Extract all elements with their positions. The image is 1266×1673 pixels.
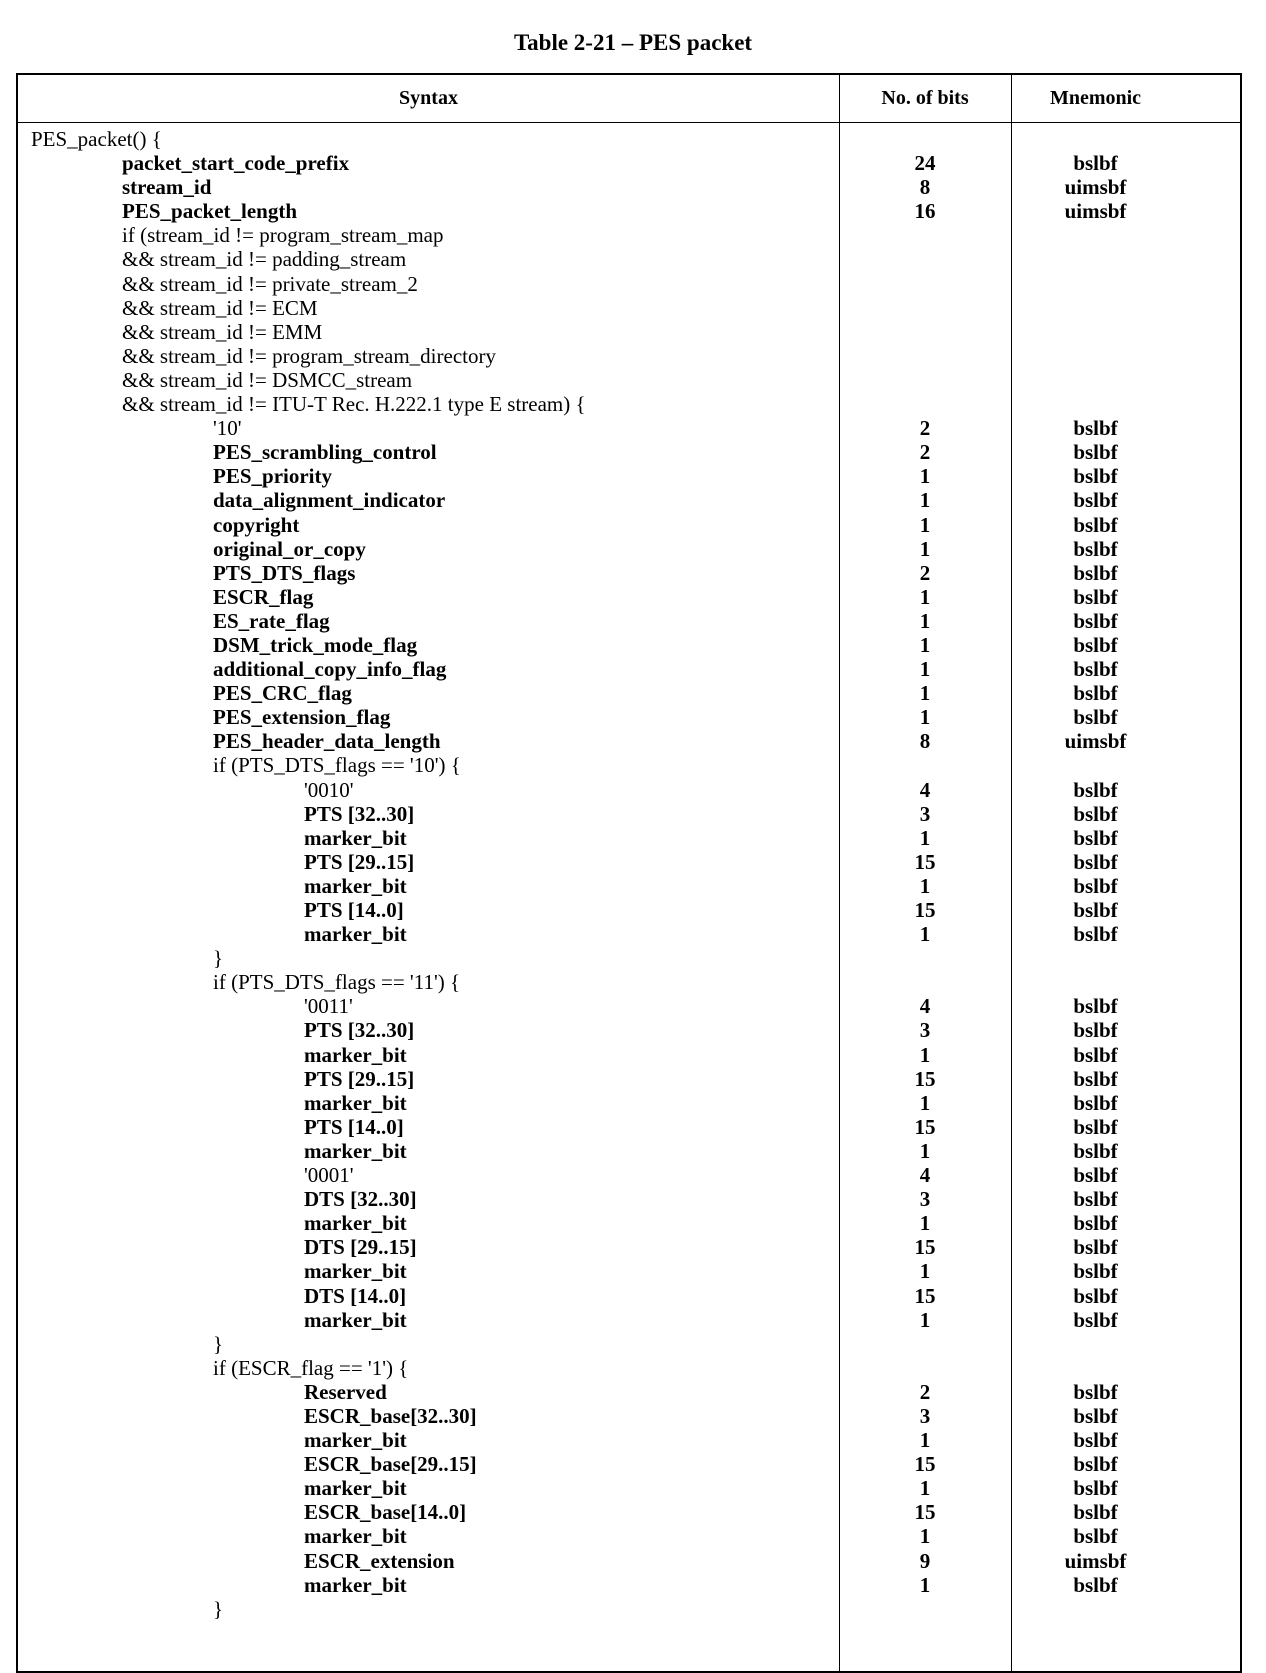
bits-cell: 1 [919,1428,931,1453]
bits-cell: 15 [914,849,936,874]
table-row [18,175,1240,199]
table-row [18,681,1240,705]
syntax-cell: PES_packet() { [31,127,162,151]
syntax-cell: PES_scrambling_control [213,440,437,465]
bits-cell: 1 [919,1572,931,1597]
table-row [18,1549,1240,1573]
table-row [18,1284,1240,1308]
bits-cell: 2 [919,560,931,585]
bits-cell: 1 [919,512,931,537]
syntax-cell: '0010' [304,777,354,802]
mnemonic-cell: bslbf [1073,1524,1118,1549]
syntax-cell: PES_priority [213,464,332,489]
table-row [18,416,1240,440]
bits-cell: 15 [914,1452,936,1477]
syntax-cell: if (ESCR_flag == '1') { [213,1355,409,1380]
syntax-cell: && stream_id != DSMCC_stream [122,367,413,392]
bits-cell: 1 [919,657,931,682]
mnemonic-cell: bslbf [1073,1307,1118,1332]
mnemonic-cell: bslbf [1073,1500,1118,1525]
syntax-cell: marker_bit [304,1259,407,1284]
mnemonic-cell: bslbf [1073,1476,1118,1501]
table-row [18,1139,1240,1163]
bits-cell: 2 [919,1379,931,1404]
mnemonic-cell: bslbf [1073,584,1118,609]
mnemonic-cell: bslbf [1073,632,1118,657]
mnemonic-cell: bslbf [1073,1042,1118,1067]
mnemonic-cell: bslbf [1073,464,1118,489]
bits-cell: 9 [919,1548,931,1573]
syntax-cell: additional_copy_info_flag [213,657,447,682]
table-row [18,1476,1240,1500]
mnemonic-cell: bslbf [1073,608,1118,633]
bits-cell: 15 [914,1283,936,1308]
header-mnemonic: Mnemonic [1049,87,1142,109]
table-row [18,1211,1240,1235]
table-row [18,898,1240,922]
table-row [18,1091,1240,1115]
syntax-cell: marker_bit [304,1428,407,1453]
bits-cell: 1 [919,873,931,898]
bits-cell: 1 [919,608,931,633]
syntax-cell: PTS [29..15] [304,849,415,874]
table-row [18,1452,1240,1476]
mnemonic-cell: bslbf [1073,801,1118,826]
header-no-of-bits: No. of bits [881,87,969,109]
syntax-cell: original_or_copy [213,536,366,561]
syntax-cell: && stream_id != program_stream_directory [122,343,496,368]
bits-cell: 15 [914,1114,936,1139]
syntax-cell: && stream_id != ITU-T Rec. H.222.1 type E stream) { [122,392,586,417]
bits-cell: 3 [919,1187,931,1212]
table-row [18,1380,1240,1404]
mnemonic-cell: bslbf [1073,825,1118,850]
mnemonic-cell: uimsbf [1064,199,1127,224]
table-row [18,1115,1240,1139]
syntax-cell: && stream_id != padding_stream [122,247,407,272]
syntax-cell: && stream_id != EMM [122,319,323,344]
header-divider [18,122,1240,123]
syntax-cell: PTS_DTS_flags [213,560,356,585]
bits-cell: 16 [914,199,936,224]
syntax-cell: ES_rate_flag [213,608,330,633]
table-row [18,657,1240,681]
table-row [18,1597,1240,1621]
table-row [18,1163,1240,1187]
table-row [18,705,1240,729]
table-row [18,778,1240,802]
mnemonic-cell: bslbf [1073,994,1118,1019]
bits-cell: 2 [919,416,931,441]
table-row [18,368,1240,392]
table-row [18,633,1240,657]
syntax-cell: marker_bit [304,873,407,898]
bits-cell: 8 [919,175,931,200]
mnemonic-cell: bslbf [1073,1572,1118,1597]
table-row [18,1500,1240,1524]
syntax-cell: marker_bit [304,1476,407,1501]
syntax-cell: copyright [213,512,300,537]
table-row [18,753,1240,777]
bits-cell: 3 [919,801,931,826]
bits-cell: 2 [919,440,931,465]
mnemonic-cell: bslbf [1073,657,1118,682]
table-row [18,272,1240,296]
syntax-cell: if (PTS_DTS_flags == '10') { [213,753,461,778]
mnemonic-cell: bslbf [1073,898,1118,922]
table-row [18,1187,1240,1211]
syntax-cell: PTS [14..0] [304,898,404,922]
mnemonic-cell: bslbf [1073,151,1118,176]
table-row [18,1235,1240,1259]
bits-cell: 15 [914,1066,936,1091]
table-row [18,151,1240,175]
table-row [18,392,1240,416]
bits-cell: 1 [919,1307,931,1332]
bits-cell: 4 [919,994,931,1019]
table-title: Table 2-21 – PES packet [513,30,753,55]
mnemonic-cell: bslbf [1073,1090,1118,1115]
table-body [18,127,1240,1621]
mnemonic-cell: bslbf [1073,777,1118,802]
syntax-cell: Reserved [304,1379,387,1404]
mnemonic-cell: bslbf [1073,1066,1118,1091]
syntax-cell: PES_extension_flag [213,705,391,730]
mnemonic-cell: bslbf [1073,440,1118,465]
mnemonic-cell: bslbf [1073,873,1118,898]
mnemonic-cell: bslbf [1073,705,1118,730]
bits-cell: 1 [919,464,931,489]
header-syntax: Syntax [399,87,458,109]
syntax-cell: stream_id [122,175,212,200]
table-row [18,729,1240,753]
mnemonic-cell: bslbf [1073,1018,1118,1043]
mnemonic-cell: uimsbf [1064,729,1127,754]
syntax-cell: ESCR_extension [304,1548,455,1573]
syntax-cell: if (PTS_DTS_flags == '11') { [213,970,461,995]
mnemonic-cell: bslbf [1073,849,1118,874]
mnemonic-cell: bslbf [1073,488,1118,513]
table-row [18,922,1240,946]
syntax-cell: '0001' [304,1163,354,1188]
mnemonic-cell: bslbf [1073,1259,1118,1284]
syntax-cell: '0011' [304,994,353,1019]
mnemonic-cell: bslbf [1073,1379,1118,1404]
bits-cell: 1 [919,825,931,850]
bits-cell: 1 [919,1090,931,1115]
mnemonic-cell: bslbf [1073,1114,1118,1139]
bits-cell: 15 [914,1500,936,1525]
table-row [18,1356,1240,1380]
table-row [18,1018,1240,1042]
mnemonic-cell: bslbf [1073,1283,1118,1308]
syntax-cell: data_alignment_indicator [213,488,446,513]
mnemonic-cell: bslbf [1073,1211,1118,1236]
table-row [18,802,1240,826]
bits-cell: 1 [919,681,931,706]
table-row [18,127,1240,151]
syntax-cell: DSM_trick_mode_flag [213,632,418,657]
mnemonic-cell: bslbf [1073,681,1118,706]
table-row [18,1067,1240,1091]
bits-cell: 1 [919,1211,931,1236]
syntax-cell: && stream_id != ECM [122,295,318,320]
syntax-cell: PES_header_data_length [213,729,441,754]
bits-cell: 8 [919,729,931,754]
bits-cell: 15 [914,1235,936,1260]
syntax-cell: if (stream_id != program_stream_map [122,223,444,248]
mnemonic-cell: uimsbf [1064,1548,1127,1573]
bits-cell: 1 [919,536,931,561]
syntax-cell: PES_packet_length [122,199,298,224]
syntax-cell: } [213,1596,224,1621]
mnemonic-cell: bslbf [1073,1235,1118,1260]
syntax-cell: marker_bit [304,1211,407,1236]
mnemonic-cell: uimsbf [1064,175,1127,200]
table-row [18,537,1240,561]
table-row [18,826,1240,850]
mnemonic-cell: bslbf [1073,1403,1118,1428]
syntax-cell: PTS [14..0] [304,1114,404,1139]
table-row [18,1308,1240,1332]
syntax-cell: && stream_id != private_stream_2 [122,271,418,296]
table-row [18,440,1240,464]
mnemonic-cell: bslbf [1073,1163,1118,1188]
syntax-cell: PTS [29..15] [304,1066,415,1091]
table-row [18,609,1240,633]
syntax-cell: marker_bit [304,1572,407,1597]
table-row [18,1404,1240,1428]
table-row [18,344,1240,368]
syntax-cell: ESCR_base[14..0] [304,1500,467,1525]
table-row [18,247,1240,271]
table-row [18,1259,1240,1283]
mnemonic-cell: bslbf [1073,536,1118,561]
bits-cell: 1 [919,1476,931,1501]
table-row [18,320,1240,344]
syntax-cell: marker_bit [304,825,407,850]
table-row [18,223,1240,247]
table-row [18,946,1240,970]
syntax-cell: PES_CRC_flag [213,681,352,706]
syntax-cell: ESCR_flag [213,584,314,609]
table-row [18,296,1240,320]
table-row [18,1573,1240,1597]
bits-cell: 1 [919,1138,931,1163]
syntax-cell: marker_bit [304,1138,407,1163]
syntax-cell: ESCR_base[32..30] [304,1403,477,1428]
syntax-cell: PTS [32..30] [304,801,415,826]
bits-cell: 1 [919,488,931,513]
table-row [18,199,1240,223]
syntax-cell: marker_bit [304,922,407,947]
table-row [18,561,1240,585]
table-row [18,585,1240,609]
syntax-cell: marker_bit [304,1042,407,1067]
bits-cell: 4 [919,777,931,802]
mnemonic-cell: bslbf [1073,1452,1118,1477]
syntax-cell: PTS [32..30] [304,1018,415,1043]
syntax-cell: '10' [213,416,242,441]
bits-cell: 1 [919,632,931,657]
mnemonic-cell: bslbf [1073,512,1118,537]
table-row [18,874,1240,898]
mnemonic-cell: bslbf [1073,922,1118,947]
bits-cell: 1 [919,1524,931,1549]
syntax-cell: DTS [29..15] [304,1235,417,1260]
syntax-cell: ESCR_base[29..15] [304,1452,477,1477]
bits-cell: 1 [919,584,931,609]
syntax-cell: marker_bit [304,1524,407,1549]
table-row [18,1428,1240,1452]
table-row [18,1332,1240,1356]
bits-cell: 1 [919,922,931,947]
syntax-cell: } [213,1331,224,1356]
bits-cell: 3 [919,1403,931,1428]
syntax-cell: packet_start_code_prefix [122,151,350,176]
bits-cell: 1 [919,1259,931,1284]
pes-packet-table [16,73,1242,1673]
bits-cell: 1 [919,705,931,730]
syntax-cell: } [213,946,224,971]
mnemonic-cell: bslbf [1073,1187,1118,1212]
mnemonic-cell: bslbf [1073,560,1118,585]
bits-cell: 1 [919,1042,931,1067]
mnemonic-cell: bslbf [1073,1138,1118,1163]
bits-cell: 24 [914,151,936,176]
table-row [18,1524,1240,1548]
mnemonic-cell: bslbf [1073,1428,1118,1453]
bits-cell: 15 [914,898,936,922]
table-row [18,970,1240,994]
syntax-cell: marker_bit [304,1090,407,1115]
syntax-cell: DTS [14..0] [304,1283,407,1308]
mnemonic-cell: bslbf [1073,416,1118,441]
table-row [18,464,1240,488]
bits-cell: 3 [919,1018,931,1043]
table-row [18,1043,1240,1067]
syntax-cell: DTS [32..30] [304,1187,417,1212]
table-row [18,513,1240,537]
table-row [18,850,1240,874]
table-row [18,994,1240,1018]
table-row [18,488,1240,512]
bits-cell: 4 [919,1163,931,1188]
syntax-cell: marker_bit [304,1307,407,1332]
